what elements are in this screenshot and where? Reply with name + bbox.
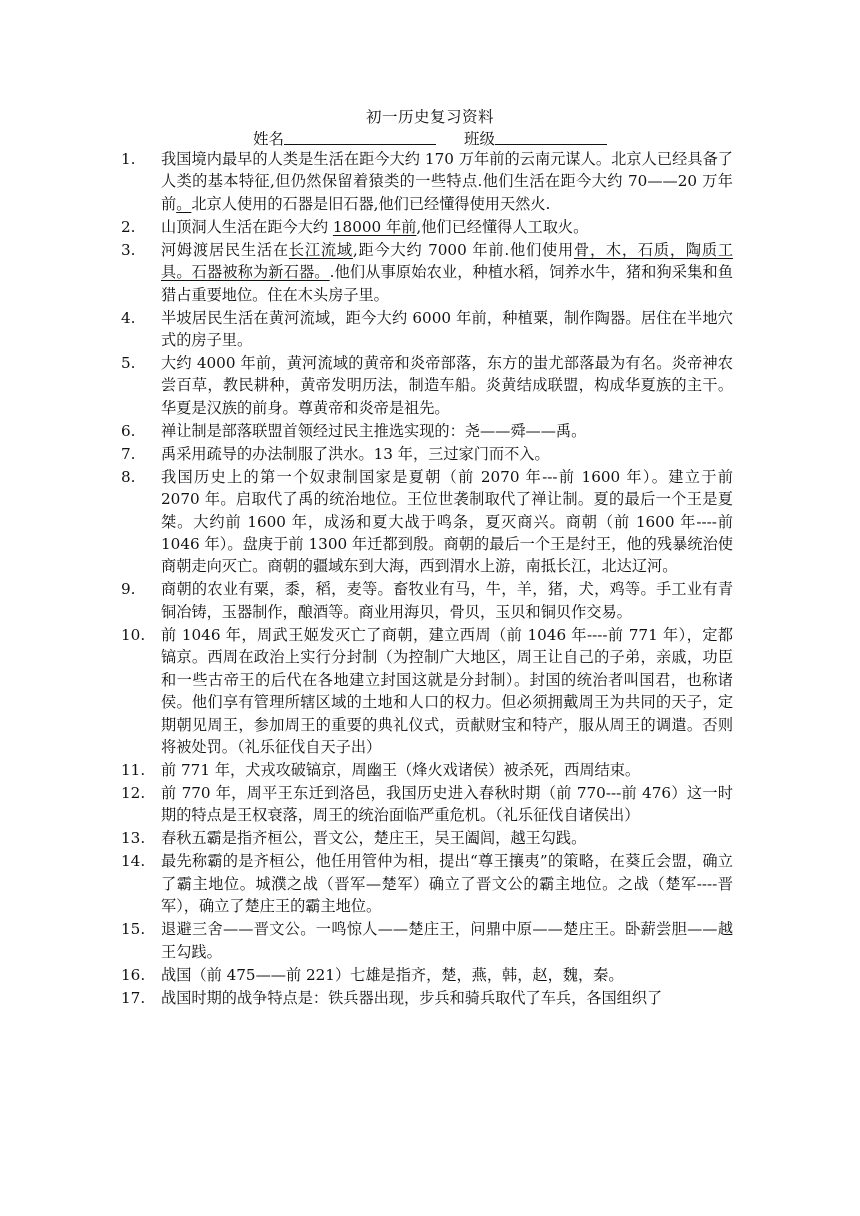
item-number: 12. (121, 783, 146, 802)
item-text: 大约 4000 年前，黄河流域的黄帝和炎帝部落，东方的蚩尤部落最为有名。炎帝神农尝百草，教民耕种，黄帝发明历法，制造车船。炎黄结成联盟，构成华夏族的主干。华夏是汉族的前身。尊黄帝和炎帝是祖先。 (161, 354, 733, 417)
item-text: 前 770 年，周平王东迁到洛邑，我国历史进入春秋时期（前 770---前 476）这一时期的特点是王权衰落，周王的统治面临严重危机。（礼乐征伐自诸侯出） (161, 783, 733, 825)
item-text: ,距今大约 7000 年前.他们使用 (352, 240, 574, 259)
name-blank[interactable] (284, 129, 436, 145)
list-item (121, 352, 733, 419)
item-number: 4. (121, 308, 136, 327)
list-item (121, 216, 733, 238)
item-number: 14. (121, 852, 146, 871)
item-text: 我国历史上的第一个奴隶制国家是夏朝（前 2070 年---前 1600 年）。建立于前 2070 年。启取代了禹的统治地位。王位世袭制取代了禅让制。夏的最后一个王是夏桀。大约前 1600 年，成汤和夏大战于鸣条，夏灭商兴。商朝（前 1600 年----前 1046 年）。盘庚于前 1300 年迁都到殷。商朝的最后一个王是纣王，他的残暴统治使商朝走向灭亡。商朝的疆域东到大海，西到渭水上游，南抵长江，北达辽河。 (161, 467, 733, 576)
item-text: 前 1046 年，周武王姬发灭亡了商朝，建立西周（前 1046 年----前 771 年），定都镐京。西周在政治上实行分封制（为控制广大地区，周王让自己的子弟，亲戚，功臣和一些古帝王的后代在各地建立封国这就是分封制）。封国的统治者叫国君，也称诸侯。他们享有管理所辖区域的土地和人口的权力。但必须拥戴周王为共同的天子，定期朝见周王，参加周王的重要的典礼仪式，贡献财宝和特产，服从周王的调遣。否则将被处罚。（礼乐征伐自天子出） (161, 625, 733, 756)
list-item (121, 782, 733, 827)
item-number: 3. (121, 240, 136, 259)
underlined-text: 18000 年前 (332, 217, 417, 236)
item-text: 北京人使用的石器是旧石器,他们已经懂得使用天然火. (191, 194, 551, 213)
item-number: 2. (121, 217, 136, 236)
item-number: 13. (121, 829, 146, 848)
list-item (121, 964, 733, 986)
item-text: 禅让制是部落联盟首领经过民主推选实现的：尧——舜——禹。 (161, 421, 587, 440)
item-number: 8. (121, 467, 136, 486)
list-item (121, 443, 733, 465)
class-label: 班级 (464, 130, 496, 148)
document-title: 初一历史复习资料 (365, 108, 494, 126)
underlined-text: 骨，木，石质，陶质工具。石器被称为新石器。 (161, 240, 734, 282)
list-item (121, 466, 733, 578)
review-item-list (121, 148, 733, 1010)
item-number: 5. (121, 354, 136, 373)
list-item (121, 918, 733, 963)
item-text: 禹采用疏导的办法制服了洪水。13 年，三过家门而不入。 (161, 444, 550, 463)
list-item (121, 987, 733, 1009)
item-text: 半坡居民生活在黄河流域，距今大约 6000 年前，种植粟，制作陶器。居住在半地穴式的房子里。 (161, 308, 733, 350)
underlined-text: 长江流域 (288, 240, 353, 259)
list-item (121, 850, 733, 917)
item-number: 6. (121, 421, 136, 440)
item-number: 7. (121, 444, 136, 463)
item-text: 战国时期的战争特点是：铁兵器出现，步兵和骑兵取代了车兵，各国组织了 (161, 988, 663, 1007)
item-text: 退避三舍——晋文公。一鸣惊人——楚庄王，问鼎中原——楚庄王。卧薪尝胆——越王勾践。 (161, 920, 733, 961)
item-text: 河姆渡居民生活在 (161, 240, 289, 259)
item-number: 11. (121, 760, 146, 779)
item-number: 16. (121, 965, 146, 984)
list-item (121, 624, 733, 758)
item-number: 17. (121, 988, 146, 1007)
item-text: 最先称霸的是齐桓公，他任用管仲为相，提出“尊王攘夷”的策略，在葵丘会盟，确立了霸主地位。城濮之战（晋军—楚军）确立了晋文公的霸主地位。之战（楚军----晋军），确立了楚庄王的霸主地位。 (161, 852, 733, 916)
list-item (121, 307, 733, 352)
class-blank[interactable] (495, 129, 607, 145)
underlined-text: 。 (176, 194, 192, 213)
list-item (121, 148, 733, 215)
item-number: 15. (121, 920, 146, 939)
list-item (121, 759, 733, 781)
list-item (121, 420, 733, 442)
item-text: .他们从事原始农业，种植水稻，饲养水牛，猪和狗采集和鱼猎占重要地位。住在木头房子里。 (161, 263, 734, 304)
item-text: 前 771 年，犬戎攻破镐京，周幽王（烽火戏诸侯）被杀死，西周结束。 (161, 760, 641, 779)
item-text: 商朝的农业有粟，黍，稻，麦等。畜牧业有马，牛，羊，猪，犬，鸡等。手工业有青铜冶铸，玉器制作，酿酒等。商业用海贝，骨贝，玉贝和铜贝作交易。 (161, 580, 733, 621)
item-text: 山顶洞人生活在距今大约 (161, 217, 333, 236)
item-number: 1. (121, 150, 136, 168)
list-item (121, 578, 733, 623)
item-text: ,他们已经懂得人工取火。 (416, 217, 589, 236)
name-label: 姓名 (252, 130, 284, 148)
name-class-line (0, 128, 860, 150)
list-item (121, 239, 733, 306)
list-item (121, 827, 733, 849)
item-number: 9. (121, 580, 136, 599)
item-text: 战国（前 475——前 221）七雄是指齐，楚，燕，韩，赵，魏，秦。 (161, 965, 624, 984)
item-number: 10. (121, 625, 146, 644)
item-text: 春秋五霸是指齐桓公，晋文公，楚庄王，吴王阖闾，越王勾践。 (161, 829, 587, 848)
item-text: 我国境内最早的人类是生活在距今大约 170 万年前的云南元谋人。北京人已经具备了人类的基本特征,但仍然保留着猿类的一些特点.他们生活在距今大约 70——20 万年前 (161, 150, 733, 213)
